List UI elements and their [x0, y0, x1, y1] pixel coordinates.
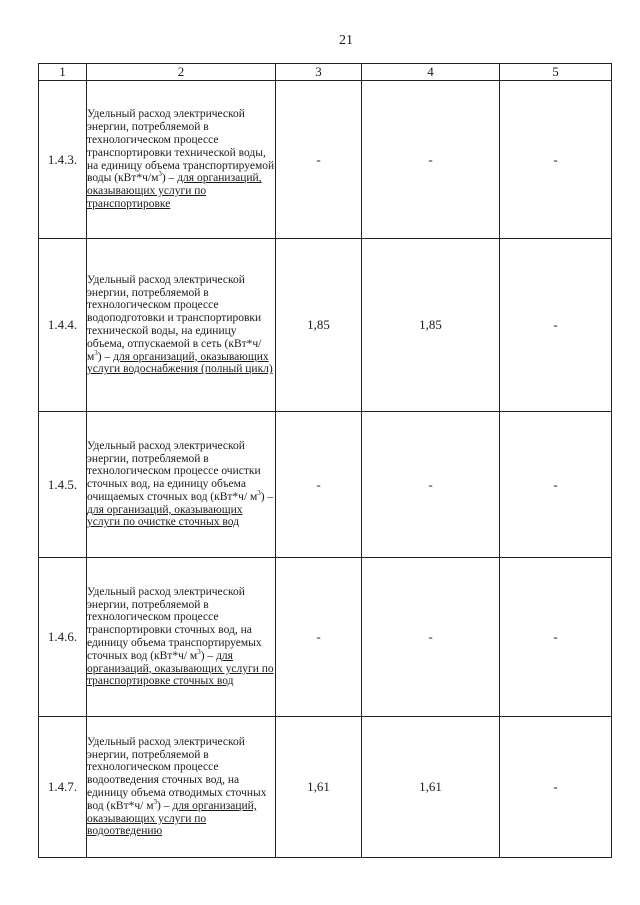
table-row — [39, 81, 612, 239]
column-header-1: 1 — [39, 64, 87, 81]
column-header-2: 2 — [87, 64, 276, 81]
value-col4: 1,85 — [362, 239, 500, 412]
description-underlined: для организаций, оказывающих услуги по транспортировке — [87, 172, 262, 210]
value-col3: 1,61 — [276, 717, 362, 858]
value-col4: - — [362, 81, 500, 239]
value-col5: - — [500, 558, 612, 717]
row-description — [87, 412, 276, 558]
value-col4: - — [362, 558, 500, 717]
row-description — [87, 239, 276, 412]
description-underlined: для организаций, оказывающих услуги по транспортировке сточных вод — [87, 649, 274, 688]
page-number: 21 — [339, 33, 353, 48]
description-text: ) – — [161, 172, 178, 185]
description-text: ) – — [200, 649, 217, 662]
row-number: 1.4.6. — [39, 558, 87, 717]
header-row — [39, 64, 612, 81]
row-number: 1.4.5. — [39, 412, 87, 558]
table-row — [39, 717, 612, 858]
value-col5: - — [500, 239, 612, 412]
indicator-table — [38, 63, 612, 858]
value-col5: - — [500, 717, 612, 858]
description-text: ) – — [157, 799, 173, 812]
table-row — [39, 412, 612, 558]
row-description — [87, 717, 276, 858]
table-row — [39, 239, 612, 412]
superscript: 3 — [158, 170, 162, 179]
row-number: 1.4.4. — [39, 239, 87, 412]
row-description — [87, 558, 276, 717]
superscript: 3 — [94, 348, 98, 357]
description-underlined: для организаций, оказывающих услуги по очистке сточных вод — [87, 503, 243, 529]
value-col3: - — [276, 558, 362, 717]
description-text: Удельный расход электрической энергии, потребляемой в технологическом процессе очистки сточных вод, на единицу объема очищаемых сточных вод (кВт*ч/ м — [87, 439, 261, 503]
value-col5: - — [500, 412, 612, 558]
table-row — [39, 558, 612, 717]
description-text: ) – — [260, 490, 274, 503]
description-underlined: для организаций, оказывающих услуги водоснабжения (полный цикл) — [87, 350, 273, 376]
value-col4: 1,61 — [362, 717, 500, 858]
value-col3: 1,85 — [276, 239, 362, 412]
description-text: Удельный расход электрической энергии, потребляемой в технологическом процессе водоподготовки и транспортировки технической воды, на единицу объема, отпускаемой в сеть (кВт*ч/м — [87, 273, 262, 363]
column-header-3: 3 — [276, 64, 362, 81]
superscript: 3 — [197, 647, 201, 656]
column-header-5: 5 — [500, 64, 612, 81]
description-text: Удельный расход электрической энергии, потребляемой в технологическом процессе транспортировки сточных вод, на единицу объема транспортируемых сточных вод (кВт*ч/ м — [87, 585, 262, 662]
description-underlined: для организаций, оказывающих услуги по водоотведению — [87, 799, 257, 838]
value-col5: - — [500, 81, 612, 239]
value-col4: - — [362, 412, 500, 558]
column-header-4: 4 — [362, 64, 500, 81]
value-col3: - — [276, 412, 362, 558]
description-text: Удельный расход электрической энергии, потребляемой в технологическом процессе транспортировки технической воды, на единицу объема транспортируемой воды (кВт*ч/м — [87, 108, 275, 185]
value-col3: - — [276, 81, 362, 239]
row-number: 1.4.3. — [39, 81, 87, 239]
description-text: Удельный расход электрической энергии, потребляемой в технологическом процессе водоотведения сточных вод, на единицу объема отводимых сточных вод (кВт*ч/ м — [87, 735, 267, 812]
description-text: ) – — [97, 350, 114, 363]
row-description — [87, 81, 276, 239]
superscript: 3 — [153, 797, 157, 806]
row-number: 1.4.7. — [39, 717, 87, 858]
superscript: 3 — [257, 489, 261, 498]
